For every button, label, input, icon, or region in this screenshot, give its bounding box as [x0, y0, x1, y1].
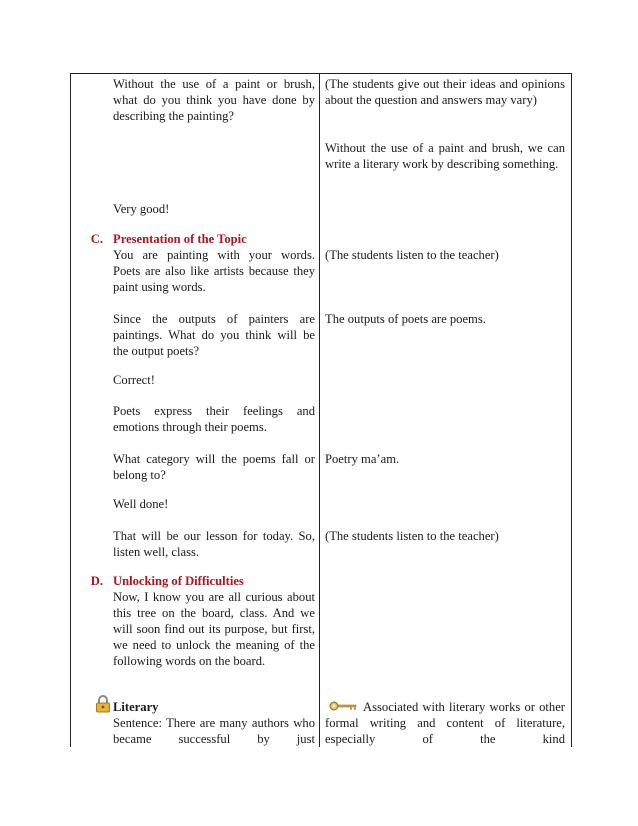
lesson-plan-table — [70, 73, 572, 747]
vocabulary-definition: Associated with literary works or other formal writing and content of literature, especially of the kind — [325, 700, 565, 746]
section-c-title: Presentation of the Topic — [113, 232, 247, 246]
teacher-well-done: Well done! — [113, 497, 169, 511]
student-response-literary-work: Without the use of a paint and brush, we can write a literary work by describing something. — [325, 141, 565, 171]
teacher-lesson-today: That will be our lesson for today. So, listen well, class. — [113, 529, 315, 559]
teacher-painting-with-words: You are painting with your words. Poets are also like artists because they paint using words. — [113, 248, 315, 294]
student-listen-1: (The students listen to the teacher) — [325, 248, 499, 262]
student-poetry-answer: Poetry ma’am. — [325, 452, 400, 466]
column-divider — [319, 74, 320, 747]
teacher-correct: Correct! — [113, 373, 155, 387]
student-poems-answer: The outputs of poets are poems. — [325, 312, 486, 326]
student-listen-2: (The students listen to the teacher) — [325, 529, 499, 543]
teacher-tree-on-board: Now, I know you are all curious about this tree on the board, class. And we will soon find out its purpose, but first, we need to unlock the meaning of the following words on the board. — [113, 590, 315, 668]
section-d-title: Unlocking of Difficulties — [113, 574, 244, 588]
student-response-ideas: (The students give out their ideas and opinions about the question and answers may vary) — [325, 77, 565, 107]
teacher-question-painting: Without the use of a paint or brush, what do you think you have done by describing the painting? — [113, 77, 315, 123]
teacher-category-question: What category will the poems fall or belong to? — [113, 452, 315, 482]
vocabulary-word: Literary — [113, 700, 159, 714]
vocabulary-sentence: Sentence: There are many authors who became successful by just — [113, 716, 315, 746]
section-d-marker: D. — [90, 574, 103, 588]
padlock-icon — [95, 695, 111, 713]
teacher-praise-very-good: Very good! — [113, 202, 170, 216]
teacher-poets-express: Poets express their feelings and emotions through their poems. — [113, 404, 315, 434]
section-c-marker: C. — [90, 232, 103, 246]
teacher-output-question: Since the outputs of painters are paintings. What do you think will be the output poets? — [113, 312, 315, 358]
